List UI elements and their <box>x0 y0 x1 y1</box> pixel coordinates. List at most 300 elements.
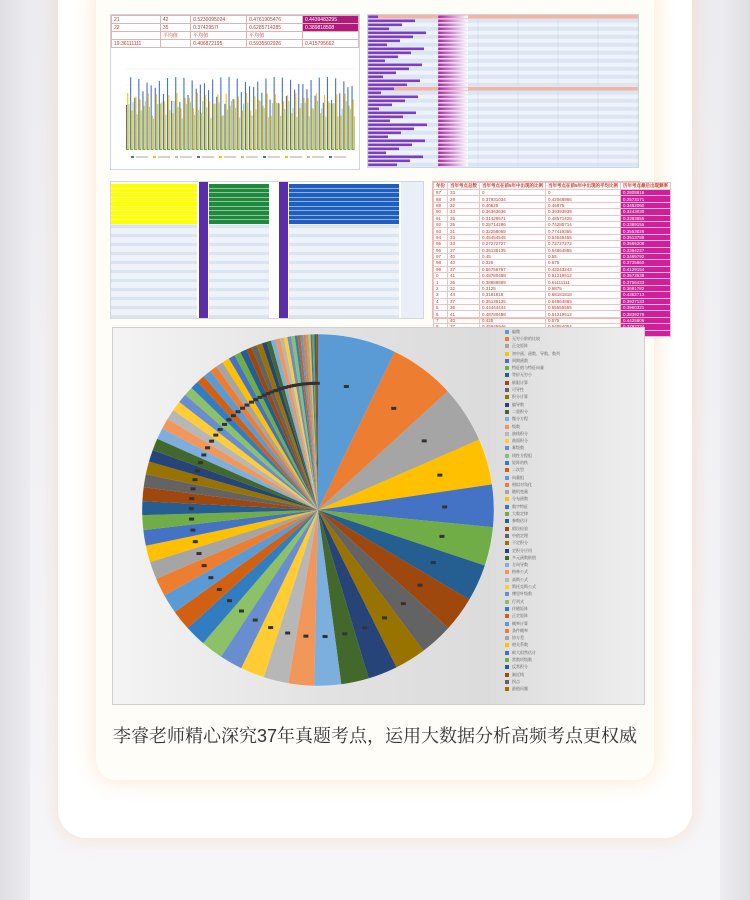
legend-item <box>505 459 639 466</box>
legend-swatch <box>505 643 509 647</box>
slice-label <box>189 507 194 510</box>
topic-cell <box>209 279 269 283</box>
bar-base <box>298 149 301 150</box>
slice-label <box>303 635 308 638</box>
bar <box>249 86 250 149</box>
bar-base <box>290 149 293 150</box>
gradient-cell <box>438 112 468 115</box>
legend-swatch <box>505 446 509 450</box>
topic-cell <box>111 265 197 269</box>
spreadsheet-chart-screenshot <box>110 14 360 170</box>
bar <box>316 93 317 149</box>
bar <box>219 102 220 149</box>
table-row <box>112 40 359 48</box>
purple-bar <box>368 32 426 35</box>
bar <box>306 89 307 149</box>
topic-cell <box>111 184 197 188</box>
bar <box>256 109 257 149</box>
legend-label: 渐近线 <box>512 671 524 677</box>
legend-item <box>505 343 639 350</box>
bar-base <box>179 149 182 150</box>
table-cell: 35 <box>448 221 480 227</box>
bar <box>251 116 252 149</box>
table-cell: 0.35135135 <box>480 247 546 253</box>
legend-swatch <box>505 373 509 377</box>
purple-bar <box>368 164 397 167</box>
topic-cell <box>209 225 269 229</box>
sheet-row <box>368 59 638 63</box>
bar <box>155 88 156 149</box>
legend-swatch <box>505 454 509 458</box>
legend-label: 最值问题 <box>512 686 528 692</box>
table-cell: 0.46875 <box>546 202 621 208</box>
bar <box>267 94 268 149</box>
topic-cell <box>209 297 269 301</box>
bar <box>131 111 132 149</box>
topic-cell <box>209 288 269 292</box>
bar <box>247 103 248 149</box>
legend-label: 条件概率 <box>512 627 528 633</box>
topic-cell <box>209 184 269 188</box>
table-cell: 0.27272727 <box>480 241 546 247</box>
slice-label <box>323 635 328 638</box>
legend-label: 正交矩阵 <box>512 343 528 349</box>
purple-bar <box>368 36 413 39</box>
legend-label: 偏导数 <box>512 401 524 407</box>
bar-base <box>216 149 219 150</box>
table-cell: 0.3742957I <box>191 24 247 32</box>
topic-cell <box>289 292 399 296</box>
bar <box>258 100 259 149</box>
bar <box>282 78 283 149</box>
bar <box>345 94 346 149</box>
bar <box>284 109 285 149</box>
bar <box>128 104 129 149</box>
table-cell: 0.675 <box>546 260 621 266</box>
bar <box>161 102 162 149</box>
bar <box>164 101 165 149</box>
topic-cell <box>289 247 399 251</box>
table-cell: 99 <box>434 266 448 272</box>
bar-base <box>196 149 199 150</box>
topic-cell <box>209 216 269 220</box>
legend-swatch <box>131 156 134 158</box>
topic-cell <box>209 193 269 197</box>
topic-cell <box>111 261 197 265</box>
topic-cell <box>289 270 399 274</box>
bar-base <box>257 149 260 150</box>
table-cell: 0.61111111 <box>546 279 621 285</box>
table-cell: 33 <box>448 241 480 247</box>
table-cell: 0.3565208 <box>621 241 671 247</box>
table-cell: 平均值 <box>191 32 247 40</box>
bar <box>159 81 160 149</box>
bar-base <box>311 149 314 150</box>
pie-legend <box>505 328 639 704</box>
table-cell: 0.39393939 <box>546 209 621 215</box>
bar <box>347 87 348 149</box>
slice-label <box>208 576 213 579</box>
legend-swatch <box>505 439 509 443</box>
gradient-cell <box>438 128 468 131</box>
purple-bar <box>368 140 425 143</box>
topic-cell <box>209 234 269 238</box>
bar <box>198 110 199 149</box>
table-cell: 0.56756757 <box>480 266 546 272</box>
topic-cell <box>209 256 269 260</box>
bar <box>315 96 316 149</box>
sheet-row <box>368 87 638 91</box>
topic-cell <box>111 225 197 229</box>
topic-cell <box>209 189 269 193</box>
legend-swatch <box>505 483 509 487</box>
gradient-cell <box>438 64 468 67</box>
sheet-row <box>368 91 638 95</box>
bar-base <box>274 149 277 150</box>
purple-bar <box>368 160 410 163</box>
bar <box>312 108 313 149</box>
topic-cell <box>111 279 197 283</box>
bar <box>165 115 166 149</box>
table-cell: 0.4362713 <box>621 292 671 298</box>
legend-label: 偏微 <box>512 328 520 334</box>
table-cell: 2 <box>434 285 448 291</box>
purple-bar <box>368 48 424 51</box>
bar-base <box>229 149 232 150</box>
table-cell: 0.3573538 <box>621 273 671 279</box>
legend-swatch <box>505 388 509 392</box>
bar <box>332 104 333 149</box>
legend-swatch <box>505 468 509 472</box>
bar-base <box>142 149 145 150</box>
legend-item <box>505 467 639 474</box>
topic-cell <box>209 274 269 278</box>
legend-item <box>505 686 639 693</box>
table-cell: 0.3181818 <box>480 292 546 298</box>
bar <box>234 100 235 149</box>
bar <box>134 98 135 149</box>
legend-item <box>505 664 639 671</box>
table-cell: 0.77419355 <box>546 228 621 234</box>
table-cell: 0.3125 <box>480 285 546 291</box>
legend-label: 参数估计 <box>512 518 528 524</box>
topic-cell <box>111 198 197 202</box>
purple-column <box>279 182 288 318</box>
table-cell: 0.48780488 <box>480 273 546 279</box>
legend-label: 无穷小阶的比较 <box>512 335 540 341</box>
table-cell: 33 <box>448 209 480 215</box>
bar <box>147 83 148 149</box>
topic-cell <box>209 247 269 251</box>
purple-bar <box>368 28 389 31</box>
bar <box>192 80 193 149</box>
bar <box>253 87 254 149</box>
table-cell: 37 <box>448 247 480 253</box>
legend-swatch <box>307 156 310 158</box>
bar <box>340 116 341 149</box>
table-cell: 0.48571429 <box>546 215 621 221</box>
legend-label: 假设检验 <box>512 525 528 531</box>
table-cell: 0.2573171 <box>621 196 671 202</box>
gradient-cell <box>438 32 468 35</box>
bar <box>319 78 320 149</box>
topic-cell <box>289 229 399 233</box>
bar <box>257 82 258 149</box>
sheet-row <box>368 115 638 119</box>
topic-cell <box>111 306 197 310</box>
legend-label: 周期函数 <box>512 357 528 363</box>
table-cell: 0.51219512 <box>546 273 621 279</box>
bar <box>127 93 128 149</box>
table-cell: 0.4439483295 <box>303 16 359 24</box>
legend-swatch <box>505 359 509 363</box>
bar-base <box>294 149 297 150</box>
legend-swatch <box>505 614 509 618</box>
bar <box>324 95 325 149</box>
purple-bar <box>368 16 378 19</box>
bar-base <box>188 149 191 150</box>
legend-label: 积分计算 <box>512 394 528 400</box>
table-cell: 90 <box>434 209 448 215</box>
bar <box>308 98 309 149</box>
table-cell: 0.44444444 <box>480 305 546 311</box>
topic-cell <box>111 247 197 251</box>
legend-swatch <box>505 549 509 553</box>
bar <box>237 79 238 149</box>
topic-cell <box>111 274 197 278</box>
topic-cell <box>111 189 197 193</box>
bar <box>325 117 326 149</box>
topic-cell <box>111 283 197 287</box>
purple-bar <box>368 64 422 67</box>
slice-label <box>226 418 231 421</box>
bar <box>133 102 134 149</box>
bar <box>353 100 354 149</box>
legend-text <box>136 157 148 158</box>
purple-bar <box>368 68 409 71</box>
bar-base <box>204 149 207 150</box>
legend-swatch <box>505 352 509 356</box>
purple-bar <box>368 92 381 95</box>
topic-cell <box>289 265 399 269</box>
purple-bar <box>368 24 402 27</box>
table-cell: 0.72727272 <box>546 241 621 247</box>
gradient-cell <box>438 140 468 143</box>
bar <box>291 113 292 149</box>
purple-bar <box>368 116 403 119</box>
table-cell: 41 <box>448 311 480 317</box>
legend-item <box>505 364 639 371</box>
table-cell: 94 <box>434 234 448 240</box>
legend-label: 概率计算 <box>512 620 528 626</box>
legend-text <box>268 157 280 158</box>
legend-label: 二次型 <box>512 467 524 473</box>
legend-label: 分布函数 <box>512 496 528 502</box>
bar <box>205 95 206 149</box>
legend-swatch <box>505 505 509 509</box>
legend-item <box>505 642 639 649</box>
legend-text <box>312 157 324 158</box>
sheet-row <box>368 23 638 27</box>
legend-swatch <box>505 556 509 560</box>
bar <box>230 106 231 149</box>
topic-cell <box>111 229 197 233</box>
slice-label <box>201 453 206 456</box>
bar <box>350 109 351 149</box>
legend-label: 斯托克斯公式 <box>512 584 536 590</box>
gradient-cell <box>438 28 468 31</box>
purple-bar <box>368 72 396 75</box>
slice-label <box>437 474 442 477</box>
table-cell: 0.325 <box>480 260 546 266</box>
table-cell: 36 <box>448 279 480 285</box>
table-cell: 0.38888889 <box>480 279 546 285</box>
bar-base <box>249 149 252 150</box>
topic-cell <box>111 270 197 274</box>
bar-base <box>151 149 154 150</box>
bar <box>301 103 302 149</box>
gradient-cell <box>438 100 468 103</box>
bar <box>209 101 210 149</box>
table-cell: 0.43243243 <box>546 266 621 272</box>
topic-cell <box>111 297 197 301</box>
table-row <box>112 32 359 40</box>
sheet-row <box>368 103 638 107</box>
bar-base <box>315 149 318 150</box>
bar-base <box>130 149 133 150</box>
topic-cell <box>289 288 399 292</box>
table-cell: 0.42068966 <box>546 196 621 202</box>
bar <box>171 101 172 149</box>
topic-cell <box>289 274 399 278</box>
table-cell: 平均值 <box>160 32 190 40</box>
topic-cell <box>209 202 269 206</box>
bar <box>149 107 150 149</box>
table-cell: 0.4761905476 <box>247 16 303 24</box>
slice-label <box>315 382 320 385</box>
legend-item <box>505 613 639 620</box>
table-cell: 0.6875 <box>546 285 621 291</box>
bar <box>182 118 183 149</box>
sheet-row <box>368 55 638 59</box>
table-cell: 0.575 <box>546 317 621 323</box>
slice-label <box>439 535 444 538</box>
bar <box>189 98 190 149</box>
legend-label: 定积分应用 <box>512 547 532 553</box>
legend-label: 二重积分 <box>512 408 528 414</box>
topic-cell <box>289 234 399 238</box>
legend-item <box>505 547 639 554</box>
bar-base <box>220 149 223 150</box>
bar <box>206 107 207 149</box>
slice-label <box>418 584 423 587</box>
legend-swatch <box>505 570 509 574</box>
legend-item <box>505 430 639 437</box>
bar <box>304 98 305 149</box>
legend-label: 极限计算 <box>512 379 528 385</box>
legend-swatch <box>241 156 244 158</box>
legend-item <box>505 510 639 517</box>
sheet-row <box>368 27 638 31</box>
bar <box>260 101 261 149</box>
topic-cell <box>111 211 197 215</box>
legend-swatch <box>505 432 509 436</box>
legend-label: 随机变量 <box>512 489 528 495</box>
table-cell: 0.64864865 <box>546 247 621 253</box>
bar <box>197 93 198 149</box>
legend-label: 微分方程 <box>512 416 528 422</box>
table-cell: 0 <box>480 190 546 196</box>
bar-base <box>200 149 203 150</box>
legend-swatch <box>505 490 509 494</box>
topic-cell <box>111 315 197 319</box>
bar <box>333 103 334 149</box>
topic-cell <box>289 301 399 305</box>
bar <box>323 103 324 149</box>
slice-label <box>190 529 195 532</box>
bar <box>174 101 175 149</box>
table-cell: 0.5230095024 <box>191 16 247 24</box>
topic-cell <box>111 252 197 256</box>
table-cell: 0.68181818 <box>546 292 621 298</box>
purple-bar <box>368 84 407 87</box>
legend-label: 方向导数 <box>512 562 528 568</box>
slice-label <box>422 439 427 442</box>
purple-column <box>199 182 208 318</box>
legend-swatch <box>505 687 509 691</box>
table-cell: 0.55 <box>546 253 621 259</box>
bar <box>188 95 189 149</box>
year-stats-table <box>433 182 671 337</box>
topic-cell <box>209 310 269 314</box>
bar <box>313 109 314 149</box>
table-cell: 0.406872195 <box>191 40 247 48</box>
bar <box>220 77 221 149</box>
table-cell: 96 <box>434 247 448 253</box>
summary-table <box>111 15 359 48</box>
bar <box>156 94 157 149</box>
bar <box>327 77 328 149</box>
topic-cell <box>289 202 399 206</box>
bar <box>265 78 266 149</box>
legend-item <box>505 518 639 525</box>
table-cell: 29 <box>448 196 480 202</box>
legend-item <box>505 386 639 393</box>
gradient-cell <box>438 76 468 79</box>
legend-swatch <box>505 680 509 684</box>
bar <box>193 108 194 149</box>
legend-label: 曲线积分 <box>512 430 528 436</box>
bar-base <box>175 149 178 150</box>
table-cell: 32 <box>448 202 480 208</box>
purple-bar <box>368 144 412 147</box>
topic-cell <box>209 301 269 305</box>
legend-label: 可导性 <box>512 387 524 393</box>
bar-base <box>237 149 240 150</box>
legend-label: 高斯公式 <box>512 576 528 582</box>
slice-label <box>213 434 218 437</box>
slice-label <box>268 626 273 629</box>
bar <box>216 97 217 149</box>
legend-label: 行列式 <box>512 598 524 604</box>
bar <box>268 117 269 149</box>
bar <box>288 101 289 149</box>
bar <box>172 113 173 149</box>
table-cell: 0.3927133 <box>621 298 671 304</box>
legend-swatch <box>505 592 509 596</box>
slice-label <box>249 401 254 404</box>
gradient-cell <box>438 24 468 27</box>
